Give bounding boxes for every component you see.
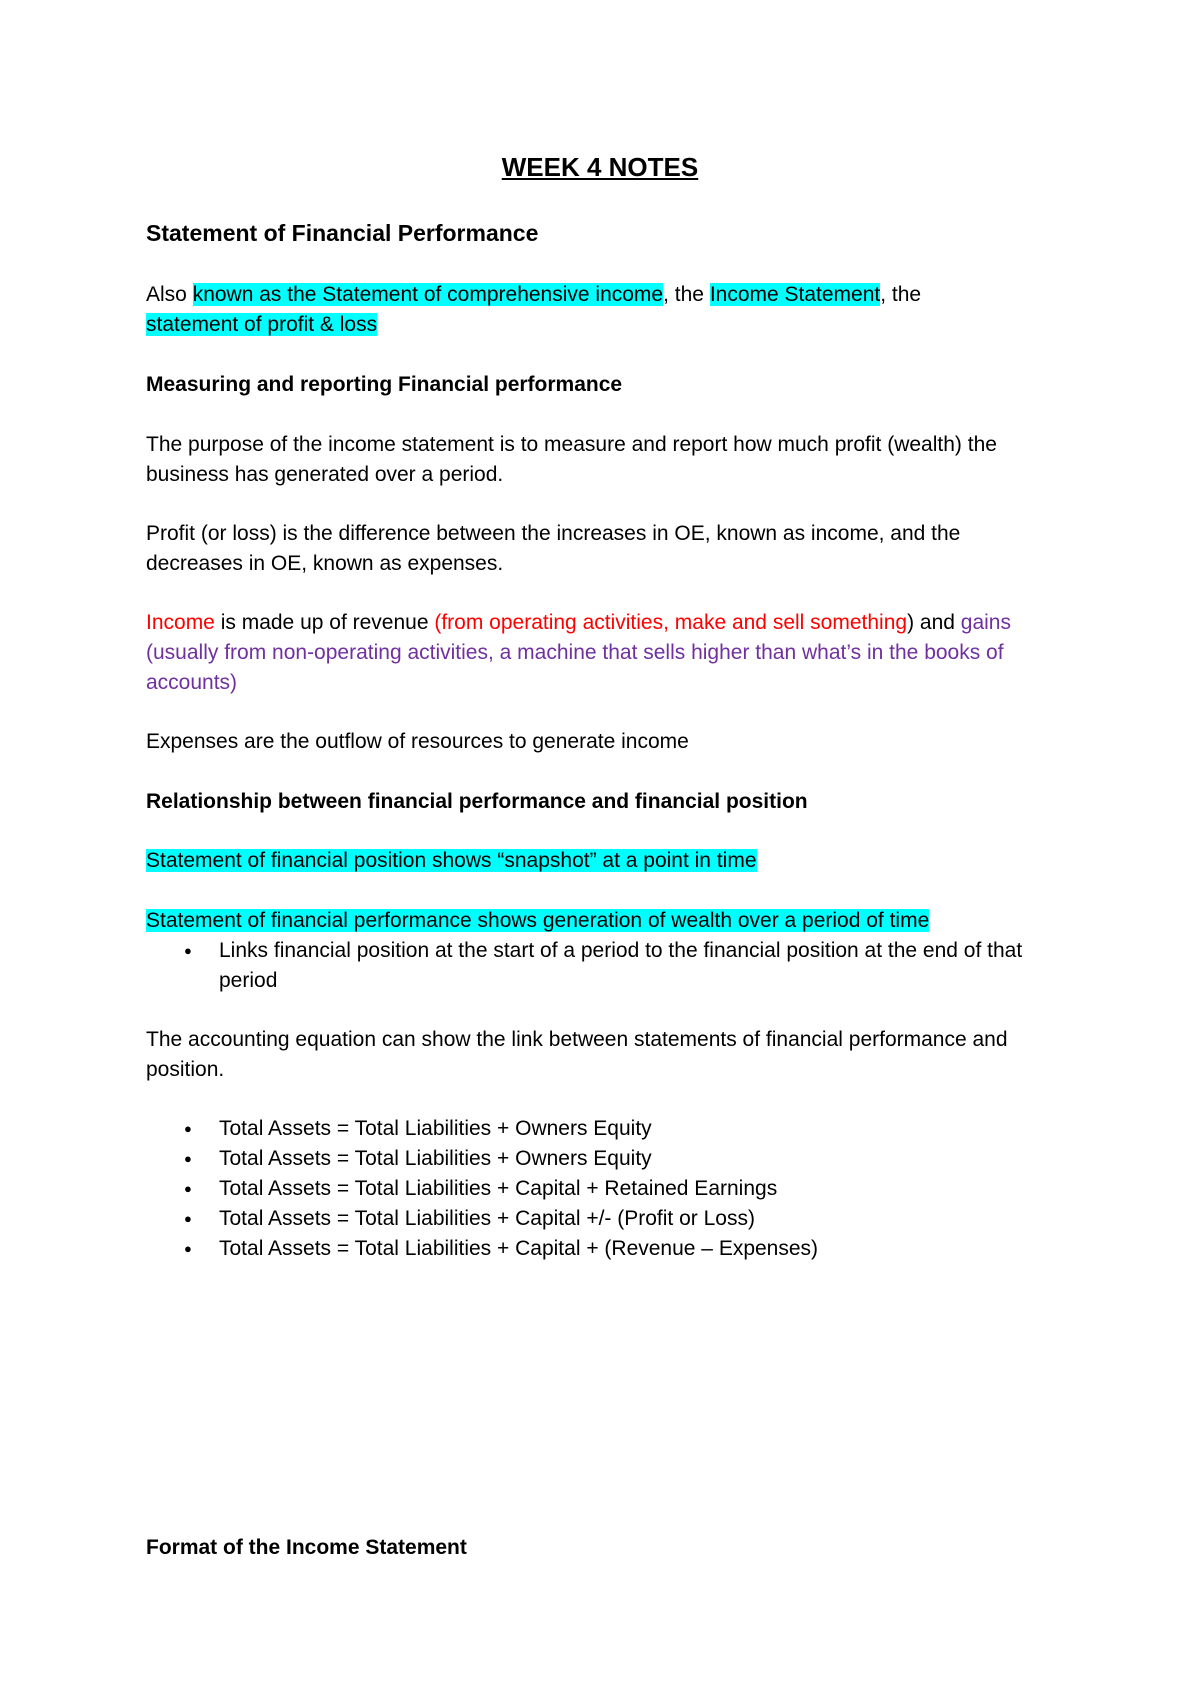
relationship-heading: Relationship between financial performance and financial position [146,790,808,813]
aka-highlight-income-statement: Income Statement [709,283,881,306]
income-text-1: is made up of revenue [214,611,435,634]
income-paragraph [146,608,1056,698]
list-item: ● Total Assets = Total Liabilities + Owners Equity [146,1114,1056,1144]
profit-paragraph: Profit (or loss) is the difference between the increases in OE, known as income, and the decreases in OE, known as expenses. [146,522,961,575]
format-heading: Format of the Income Statement [146,1536,467,1559]
links-bullet-list [146,936,1056,996]
income-word: Income [146,611,215,634]
section-heading: Statement of Financial Performance [146,220,539,246]
position-snapshot-highlight: Statement of financial position shows “snapshot” at a point in time [146,849,757,872]
income-text-2: ) and [907,611,961,634]
aka-text-2: , the [663,283,710,306]
aka-text-3: , the [880,283,922,306]
aka-highlight-profit-loss: statement of profit & loss [146,313,378,336]
list-item: ● Total Assets = Total Liabilities + Capital + (Revenue – Expenses) [146,1234,1056,1264]
income-purple-part: gains (usually from non-operating activities, a machine that sells higher than what’s in the books of accounts) [146,611,1011,694]
expenses-paragraph: Expenses are the outflow of resources to generate income [146,730,689,753]
equations-list [146,1114,1056,1264]
performance-generation-paragraph [146,906,1056,936]
equation-paragraph: The accounting equation can show the link between statements of financial performance and position. [146,1028,1008,1081]
measuring-heading: Measuring and reporting Financial performance [146,373,623,396]
income-red-part: (from operating activities, make and sell something [434,611,908,634]
performance-generation-highlight: Statement of financial performance shows generation of wealth over a period of time [146,909,930,932]
list-item: ● Total Assets = Total Liabilities + Capital +/- (Profit or Loss) [146,1204,1056,1234]
aka-text-1: Also [146,283,193,306]
list-item: ● Total Assets = Total Liabilities + Capital + Retained Earnings [146,1174,1056,1204]
list-item: ● Total Assets = Total Liabilities + Owners Equity [146,1144,1056,1174]
purpose-paragraph: The purpose of the income statement is to measure and report how much profit (wealth) the business has generated over a period. [146,433,997,486]
page-title: WEEK 4 NOTES [501,152,699,182]
list-item: ● Links financial position at the start of a period to the financial position at the end of that period [146,936,1056,996]
position-snapshot-paragraph [146,846,1056,876]
aka-highlight-comprehensive: known as the Statement of comprehensive income [192,283,664,306]
aka-paragraph [146,280,1056,340]
